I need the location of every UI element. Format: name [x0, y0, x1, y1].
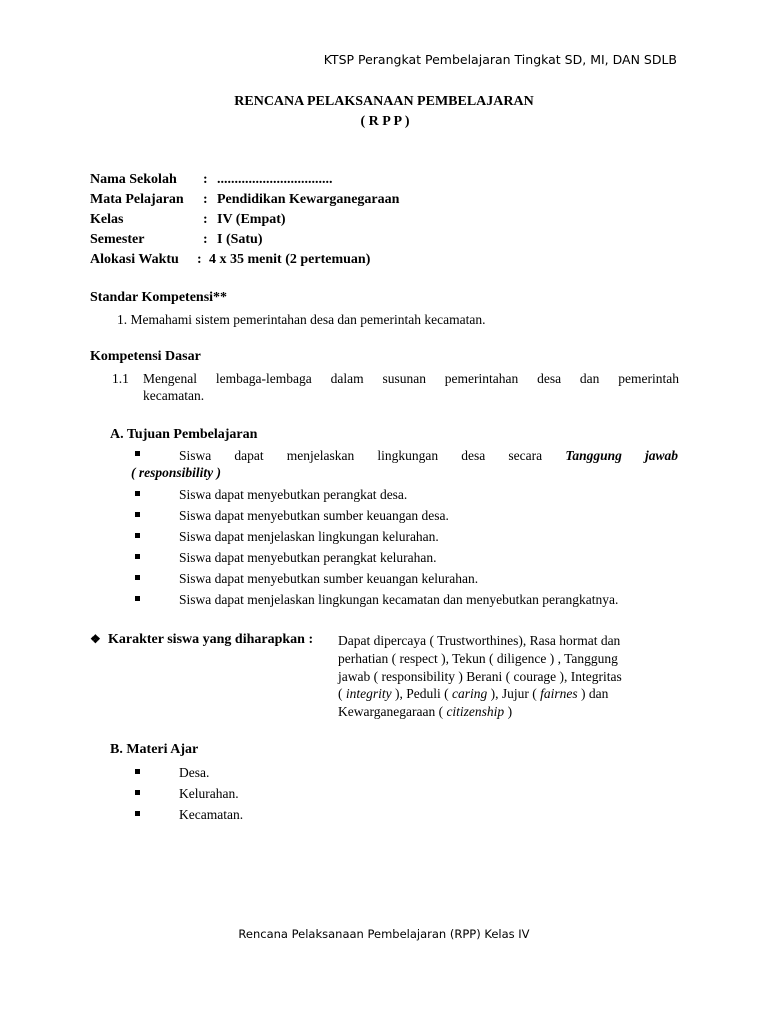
identity-value: ................................. [217, 172, 333, 187]
list-item-text: Kecamatan. [179, 807, 244, 822]
karakter-line: Dapat dipercaya ( Trustworthines), Rasa hormat dan [338, 633, 621, 648]
kompetensi-dasar-number: 1.1 [112, 371, 129, 386]
list-item [131, 804, 678, 825]
karakter-line: jawab ( responsibility ) Berani ( courage ), Integritas [338, 668, 622, 684]
identity-label: Mata Pelajaran [90, 192, 184, 207]
identity-colon: : [203, 192, 208, 207]
bullet-square-icon [135, 554, 140, 559]
karakter-text [338, 632, 670, 721]
list-item-emphasis: Tanggung jawab [565, 448, 678, 463]
title-line-2: ( R P P ) [360, 114, 410, 129]
bullet-square-icon [135, 575, 140, 580]
list-item [131, 526, 678, 547]
bullet-square-icon [135, 596, 140, 601]
diamond-bullet-icon: ❖ [90, 632, 101, 646]
identity-colon: : [203, 232, 208, 247]
kompetensi-dasar-line-1: Mengenal lembaga-lembaga dalam susunan pemerintahan desa dan pemerintah [143, 371, 679, 386]
list-item-continuation: ( responsibility ) [131, 465, 221, 480]
bullet-square-icon [135, 790, 140, 795]
materi-ajar-heading: B. Materi Ajar [110, 742, 199, 757]
list-item-text: Siswa dapat menjelaskan lingkungan kelurahan. [179, 529, 439, 544]
karakter-line: ( integrity ), Peduli ( caring ), Jujur ( fairnes ) dan [338, 686, 609, 702]
list-item-text: Kelurahan. [179, 786, 239, 801]
karakter-label: Karakter siswa yang diharapkan : [108, 632, 314, 647]
list-item [131, 783, 678, 804]
bullet-square-icon [135, 451, 140, 456]
karakter-label-block [90, 632, 313, 648]
identity-value: 4 x 35 menit (2 pertemuan) [209, 252, 371, 267]
kompetensi-dasar-heading: Kompetensi Dasar [90, 349, 201, 364]
list-item-text: Siswa dapat menyebutkan sumber keuangan desa. [179, 508, 449, 523]
kompetensi-dasar-line-2: kecamatan. [143, 388, 205, 403]
list-item [131, 444, 678, 481]
identity-label: Semester [90, 232, 145, 247]
list-item-text: Siswa dapat menyebutkan sumber keuangan kelurahan. [179, 571, 479, 586]
title-line-1: RENCANA PELAKSANAAN PEMBELAJARAN [234, 94, 534, 109]
identity-label: Kelas [90, 212, 124, 227]
list-item [131, 589, 678, 610]
bullet-square-icon [135, 811, 140, 816]
karakter-line: perhatian ( respect ), Tekun ( diligence ) , Tanggung [338, 650, 618, 666]
list-item-text: Desa. [179, 765, 210, 780]
identity-value: Pendidikan Kewarganegaraan [217, 192, 400, 207]
list-item-text: Siswa dapat menyebutkan perangkat desa. [179, 487, 408, 502]
bullet-square-icon [135, 512, 140, 517]
identity-value: I (Satu) [217, 232, 263, 247]
bullet-square-icon [135, 491, 140, 496]
materi-list [131, 762, 678, 825]
page-header: KTSP Perangkat Pembelajaran Tingkat SD, MI, DAN SDLB [323, 52, 677, 67]
page-footer: Rencana Pelaksanaan Pembelajaran (RPP) Kelas IV [238, 927, 530, 941]
list-item-text: Siswa dapat menjelaskan lingkungan desa secara [179, 448, 543, 463]
list-item [131, 547, 678, 568]
bullet-square-icon [135, 769, 140, 774]
list-item-line [179, 447, 678, 464]
tujuan-list [131, 444, 678, 610]
list-item [131, 762, 678, 783]
list-item [131, 568, 678, 589]
list-item-text: Siswa dapat menyebutkan perangkat kelurahan. [179, 550, 437, 565]
list-item [131, 505, 678, 526]
list-item-text: Siswa dapat menjelaskan lingkungan kecamatan dan menyebutkan perangkatnya. [179, 592, 619, 607]
document-title [0, 92, 768, 132]
standar-kompetensi-heading: Standar Kompetensi** [90, 290, 228, 305]
identity-colon: : [203, 172, 208, 187]
bullet-square-icon [135, 533, 140, 538]
identity-label: Alokasi Waktu [90, 252, 179, 267]
list-item [131, 484, 678, 505]
karakter-line: Kewarganegaraan ( citizenship ) [338, 704, 513, 720]
identity-colon: : [203, 212, 208, 227]
identity-value: IV (Empat) [217, 212, 286, 227]
identity-label: Nama Sekolah [90, 172, 177, 187]
tujuan-pembelajaran-heading: A. Tujuan Pembelajaran [110, 427, 258, 442]
standar-kompetensi-item: 1. Memahami sistem pemerintahan desa dan pemerintah kecamatan. [117, 312, 486, 327]
identity-colon: : [197, 252, 202, 267]
